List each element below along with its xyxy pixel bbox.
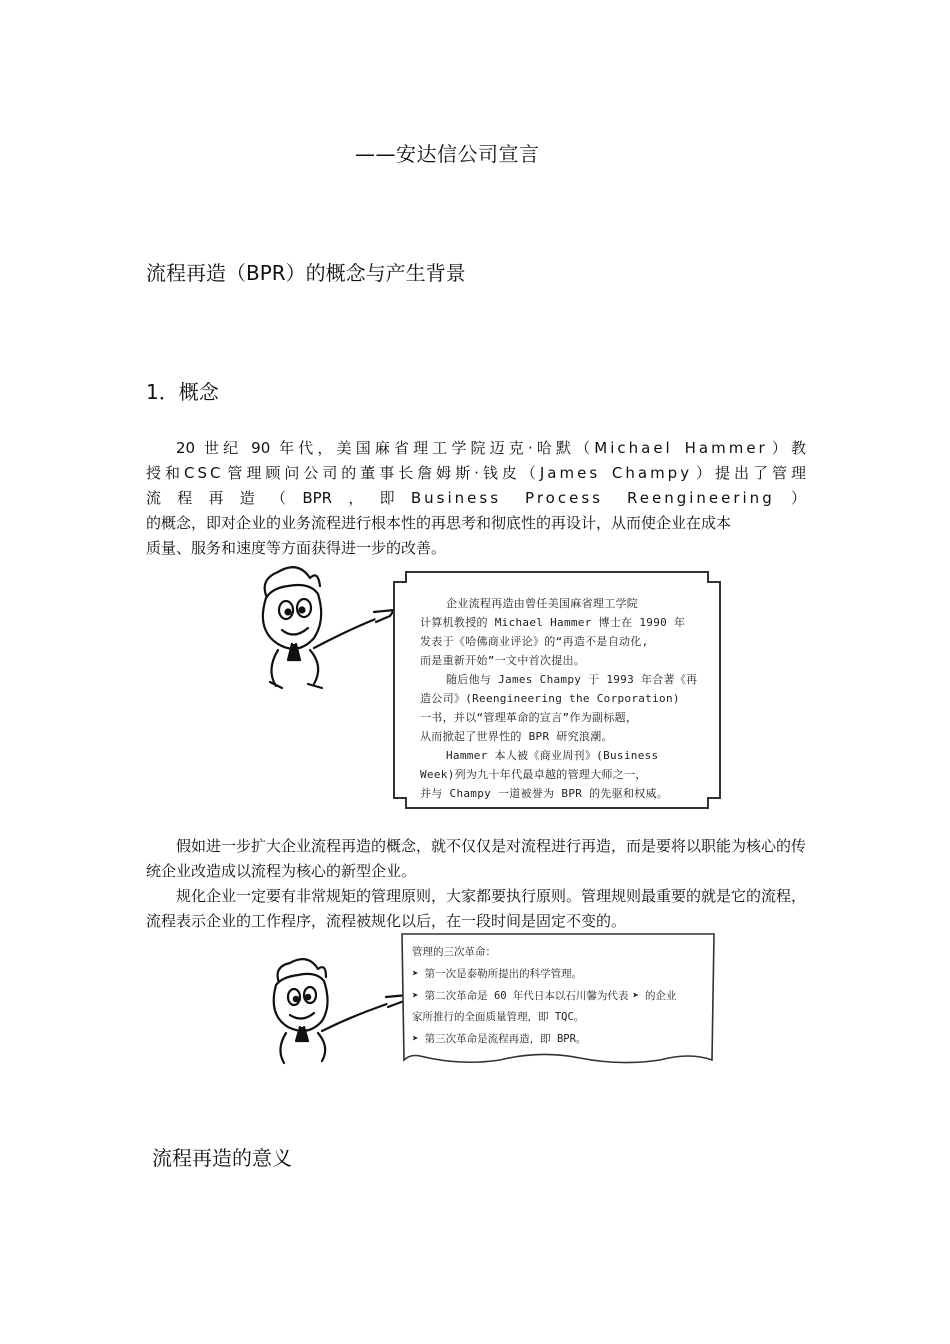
name-james-champy: James Champy [539,464,693,482]
figure1-line: 一书，并以“管理革命的宣言”作为副标题， [420,711,638,724]
concept-text: ）提出了管理 [692,464,806,482]
figure2-item [412,985,712,1007]
cartoon-pointing-man-icon [248,560,398,690]
concept-text: 20 世纪 90 年代，美国麻省理工学院迈克·哈默（ [176,439,595,457]
figure2-item-text: 的企业 [645,990,677,1002]
figure1-line: Week)列为九十年代最卓越的管理大师之一， [420,768,647,781]
figure1-line: 从而掀起了世界性的 BPR 研究浪潮。 [420,730,613,743]
arrow-right-icon: ➤ [412,967,419,980]
term-bpr-full: Business Process Reengineering [410,489,775,507]
concept-text: ） [774,489,806,507]
figure1-line: 随后他与 James Champy 于 1993 年合著《再 [446,673,698,686]
figure2-item-text: 第三次革命是流程再造，即 BPR。 [424,1033,587,1045]
figure1-line: 造公司》(Reengineering the Corporation) [420,692,680,705]
arrow-right-icon: ➤ [632,989,640,1002]
section-heading-bpr: 流程再造（BPR）的概念与产生背景 [146,261,466,285]
figure2-text [412,942,712,1050]
paragraph-management-rules: 规化企业一定要有非常规矩的管理原则，大家都要执行原则。管理规则最重要的就是它的流程，流程表示企业的工作程序，流程被规化以后，在一段时间是固定不变的。 [146,887,807,930]
figure2-item-cont: 家所推行的全面质量管理，即 TQC。 [412,1011,585,1023]
arrow-right-icon: ➤ [412,989,419,1002]
figure1-line: 而是重新开始”一文中首次提出。 [420,654,586,667]
name-michael-hammer: Michael Hammer [594,439,768,457]
concept-line-2 [146,461,806,486]
paragraph-expand-concept: 假如进一步扩大企业流程再造的概念，就不仅仅是对流程进行再造，而是要将以职能为核心的传统企业改造成以流程为核心的新型企业。 [146,837,807,880]
figure2-item [412,1028,712,1050]
page-subtitle: ——安达信公司宣言 [355,142,540,166]
figure1-line: 企业流程再造由曾任美国麻省理工学院 [446,597,639,610]
figure2-item-text: 第一次是泰勒所提出的科学管理。 [424,968,583,980]
concept-line-3 [146,486,806,511]
figure2-heading: 管理的三次革命： [412,946,496,958]
concept-paragraph [146,436,806,561]
concept-text: 授和 [146,464,184,482]
concept-text: ）教 [767,439,806,457]
arrow-right-icon: ➤ [412,1032,419,1045]
figure1-line: 发表于《哈佛商业评论》的“再造不是自动化, [420,635,649,648]
figure1-text [420,594,702,803]
cartoon-pointing-man-icon [262,955,412,1067]
figure1-line: Hammer 本人被《商业周刊》(Business [446,749,659,762]
concept-line-4: 的概念，即对企业的业务流程进行根本性的再思考和彻底性的再设计，从而使企业在成本 [146,514,732,532]
figure2-item [412,963,712,985]
csc-text: CSC [183,464,224,482]
concept-line-5: 质量、服务和速度等方面获得进一步的改善。 [146,539,447,557]
subsection-heading-concept: 1．概念 [146,380,219,404]
concept-text: 流程再造（BPR，即 [146,489,411,507]
figure1-line: 计算机教授的 Michael Hammer 博士在 1990 年 [420,616,686,629]
section-heading-significance: 流程再造的意义 [152,1146,292,1170]
figure1-line: 并与 Champy 一道被誉为 BPR 的先驱和权威。 [420,787,669,800]
concept-line-1 [146,436,806,461]
figure2-item-text: 第二次革命是 60 年代日本以石川馨为代表 [424,990,629,1002]
concept-text: 管理顾问公司的董事长詹姆斯·钱皮（ [223,464,540,482]
